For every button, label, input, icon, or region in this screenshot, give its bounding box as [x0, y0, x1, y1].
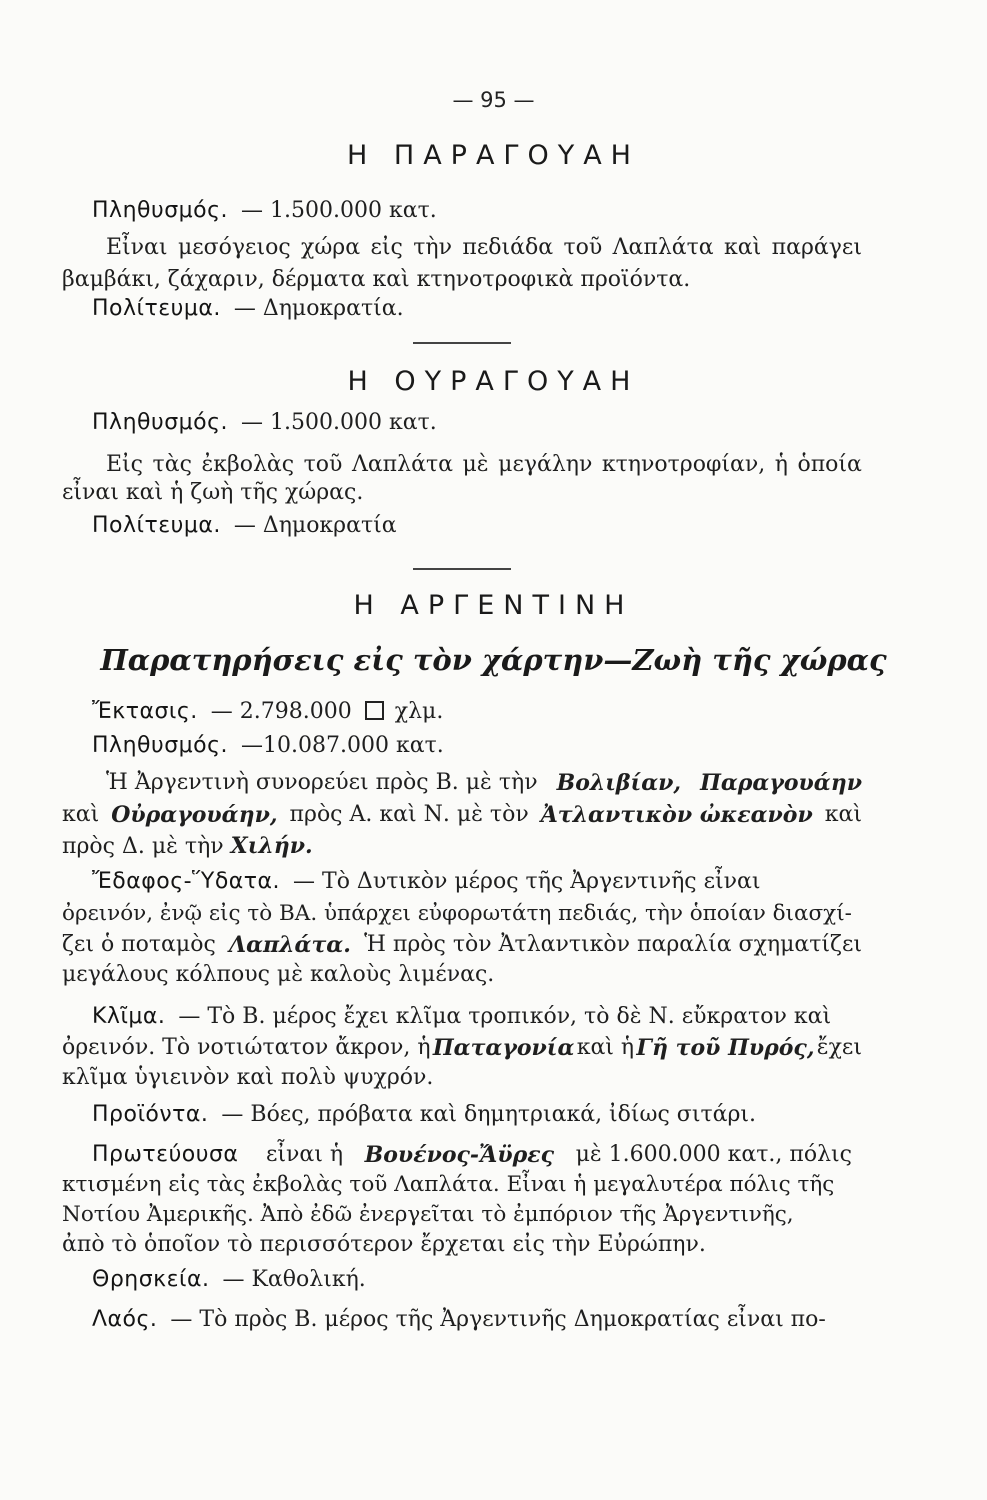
argentina-capital-line4: ἀπὸ τὸ ὁποῖον τὸ περισσότερον ἔρχεται εἰς τὴν Εὐρώπην. — [62, 1232, 706, 1257]
argentina-climate-line2 — [62, 1033, 862, 1063]
argentina-products-label: Προϊόντα. — [92, 1102, 209, 1127]
argentina-borders-line2 — [62, 800, 862, 830]
word: μὲ — [462, 452, 489, 477]
word: μεσόγειος — [177, 235, 291, 260]
argentina-area-label: Ἔκτασις. — [92, 699, 198, 724]
text: πρὸς Δ. μὲ τὴν — [62, 834, 224, 859]
text: καὶ ἡ — [576, 1035, 635, 1060]
page-number: — 95 — — [452, 88, 535, 112]
word: Εἰς — [106, 452, 144, 477]
argentina-terrain-line3 — [62, 930, 862, 960]
word: παράγει — [771, 235, 862, 260]
argentina-religion — [92, 1265, 862, 1295]
argentina-climate-label: Κλῖμα. — [92, 1004, 166, 1029]
argentina-population — [92, 731, 862, 761]
text: πρὸς Α. καὶ Ν. μὲ τὸν — [289, 802, 529, 827]
word: καὶ — [724, 235, 762, 260]
word: ὁποία — [797, 452, 862, 477]
argentina-area — [92, 697, 862, 727]
word: Εἶναι — [106, 235, 168, 260]
text: — Τὸ Β. μέρος ἔχει κλῖμα τροπικόν, τὸ δὲ Ν. εὔκρατον καὶ — [178, 1004, 832, 1029]
paraguay-polity-label: Πολίτευμα. — [92, 296, 221, 321]
word: τοῦ — [303, 452, 343, 477]
word: τὴν — [413, 235, 452, 260]
word: κτηνοτροφίαν, — [601, 452, 766, 477]
uruguay-desc-line2: εἶναι καὶ ἡ ζωὴ τῆς χώρας. — [62, 480, 364, 505]
text: ὀρεινόν. Τὸ νοτιώτατον ἄκρον, ἡ — [62, 1035, 431, 1060]
word: Λαπλάτα — [351, 452, 453, 477]
uruguay-polity-value: — Δημοκρατία — [233, 513, 397, 538]
argentina-climate-line1 — [92, 1002, 862, 1032]
word: τοῦ — [563, 235, 603, 260]
text: — Τὸ Δυτικὸν μέρος τῆς Ἀργεντινῆς εἶναι — [293, 869, 761, 894]
argentina-products — [92, 1100, 862, 1130]
place-laplata: Λαπλάτα. — [229, 932, 351, 958]
paraguay-polity-value: — Δημοκρατία. — [233, 296, 404, 321]
uruguay-polity-label: Πολίτευμα. — [92, 513, 221, 538]
argentina-religion-value: — Καθολική. — [222, 1267, 366, 1292]
word: μεγάλην — [498, 452, 593, 477]
word: χώρα — [301, 235, 361, 260]
uruguay-desc-line1 — [106, 450, 862, 480]
argentina-religion-label: Θρησκεία. — [92, 1267, 210, 1292]
place-paraguay: Παραγουάην — [700, 770, 862, 796]
place-chile: Χιλήν. — [230, 833, 313, 859]
argentina-people — [92, 1305, 862, 1335]
argentina-people-value: — Τὸ πρὸς Β. μέρος τῆς Ἀργεντινῆς Δημοκρατίας εἶναι πο- — [170, 1307, 826, 1332]
text: καὶ — [824, 802, 862, 827]
argentina-terrain-line2: ὀρεινόν, ἐνῷ εἰς τὸ ΒΑ. ὑπάρχει εὐφορωτάτη πεδιάς, τὴν ὁποίαν διασχί- — [62, 901, 852, 926]
place-patagonia: Παταγονία — [432, 1035, 575, 1061]
text: Ἡ πρὸς τὸν Ἀτλαντικὸν παραλία σχηματίζει — [364, 932, 862, 957]
uruguay-population-value: — 1.500.000 κατ. — [241, 410, 437, 435]
heading-uruguay: Η ΟΥΡΑΓΟΥΑΗ — [347, 366, 640, 397]
text: ζει ὁ ποταμὸς — [62, 932, 216, 957]
place-bolivia: Βολιβίαν, — [556, 770, 682, 796]
place-uruguay: Οὐραγουάην, — [111, 802, 278, 828]
word: ἐκβολὰς — [201, 452, 295, 477]
heading-argentina: Η ΑΡΓΕΝΤΙΝΗ — [353, 590, 634, 621]
square-symbol-icon — [365, 701, 384, 720]
argentina-borders-line1 — [106, 768, 862, 798]
argentina-capital-line3: Νοτίου Ἀμερικῆς. Ἀπὸ ἐδῶ ἐνεργεῖται τὸ ἐμπόριον τῆς Ἀργεντινῆς, — [62, 1202, 794, 1227]
paraguay-population-value: — 1.500.000 κατ. — [241, 198, 437, 223]
word: ἡ — [774, 452, 788, 477]
text: ἔχει — [816, 1035, 862, 1060]
argentina-borders-line3 — [62, 831, 832, 861]
argentina-terrain-label: Ἔδαφος-Ὕδατα. — [92, 869, 281, 894]
argentina-capital-label: Πρωτεύουσα — [92, 1142, 239, 1167]
argentina-population-value: —10.087.000 κατ. — [241, 733, 444, 758]
argentina-capital-line2: κτισμένη εἰς τὰς ἐκβολὰς τοῦ Λαπλάτα. Εἶναι ἡ μεγαλυτέρα πόλις τῆς — [62, 1172, 835, 1197]
heading-paraguay: Η ΠΑΡΑΓΟΥΑΗ — [347, 140, 640, 171]
argentina-area-unit: χλμ. — [394, 699, 444, 724]
word: πεδιάδα — [462, 235, 554, 260]
argentina-subtitle: Παρατηρήσεις εἰς τὸν χάρτην—Ζωὴ τῆς χώρας — [100, 643, 887, 677]
word: εἰς — [370, 235, 403, 260]
paraguay-polity — [92, 294, 862, 324]
argentina-products-value: — Βόες, πρόβατα καὶ δημητριακά, ἰδίως σιτάρι. — [221, 1102, 757, 1127]
place-buenos-aires: Βουένος-Ἄϋρες — [364, 1142, 554, 1168]
place-atlantic: Ἀτλαντικὸν ὠκεανὸν — [540, 802, 813, 828]
place-tierra-del-fuego: Γῆ τοῦ Πυρός, — [636, 1035, 815, 1061]
section-divider — [413, 342, 511, 344]
word: Λαπλάτα — [612, 235, 714, 260]
argentina-population-label: Πληθυσμός. — [92, 733, 229, 758]
paraguay-population-label: Πληθυσμός. — [92, 198, 229, 223]
uruguay-polity — [92, 511, 862, 541]
text: καὶ — [62, 802, 100, 827]
paraguay-desc-line2: βαμβάκι, ζάχαριν, δέρματα καὶ κτηνοτροφικὰ προϊόντα. — [62, 267, 691, 292]
text: μὲ 1.600.000 κατ., πόλις — [575, 1142, 852, 1167]
argentina-people-label: Λαός. — [92, 1307, 158, 1332]
uruguay-population — [92, 408, 862, 438]
paraguay-desc-line1 — [106, 233, 862, 263]
argentina-area-value: — 2.798.000 — [210, 699, 352, 724]
argentina-capital-line1 — [92, 1140, 852, 1170]
text: Ἡ Ἀργεντινὴ συνορεύει πρὸς Β. μὲ τὴν — [106, 770, 538, 795]
argentina-terrain-line4: μεγάλους κόλπους μὲ καλοὺς λιμένας. — [62, 962, 495, 987]
uruguay-population-label: Πληθυσμός. — [92, 410, 229, 435]
argentina-climate-line3: κλῖμα ὑγιεινὸν καὶ πολὺ ψυχρόν. — [62, 1065, 434, 1090]
argentina-terrain-line1 — [92, 867, 862, 897]
section-divider — [413, 568, 511, 570]
word: τὰς — [152, 452, 192, 477]
text: εἶναι ἡ — [266, 1142, 344, 1167]
paraguay-population — [92, 196, 862, 226]
